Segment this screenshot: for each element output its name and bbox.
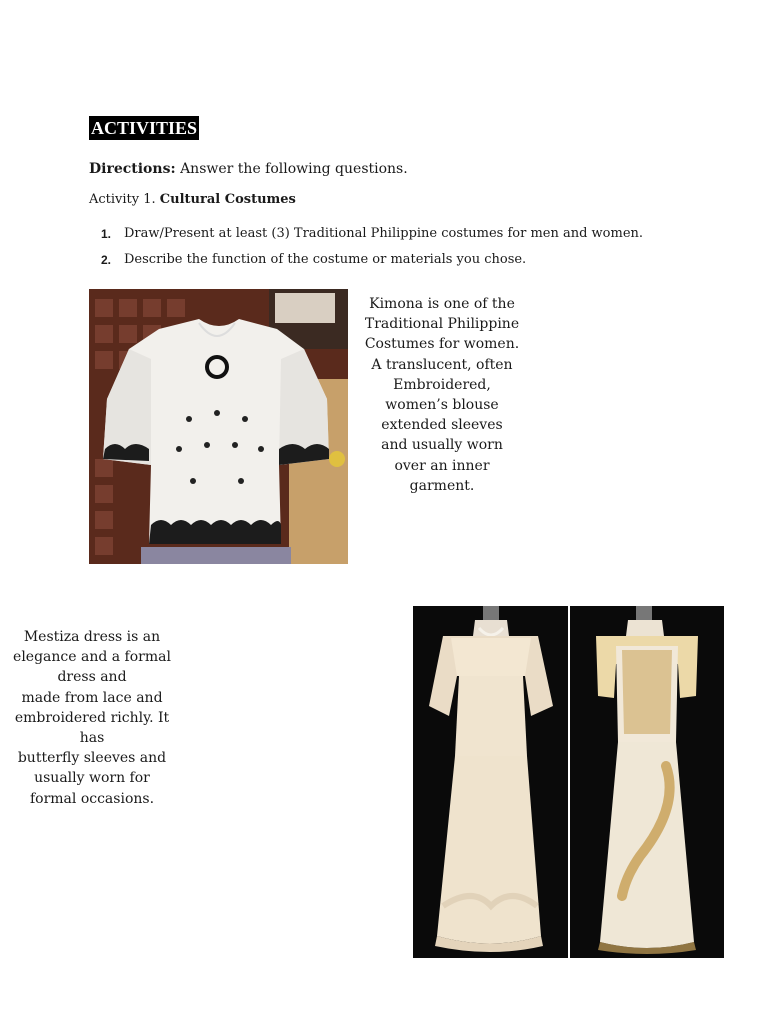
question-number: 2. bbox=[101, 253, 112, 267]
question-item bbox=[101, 224, 643, 250]
kimona-blouse-photo bbox=[89, 289, 348, 564]
mestiza-dress-photo-1 bbox=[413, 606, 568, 958]
question-text: Describe the function of the costume or materials you chose. bbox=[124, 252, 527, 267]
question-text: Draw/Present at least (3) Traditional Philippine costumes for men and women. bbox=[124, 226, 644, 241]
question-list bbox=[101, 224, 643, 276]
directions-text: Answer the following questions. bbox=[175, 161, 408, 177]
mestiza-dress-photo-2 bbox=[570, 606, 724, 958]
directions-label: Directions: bbox=[89, 161, 176, 177]
question-item bbox=[101, 250, 643, 276]
section-heading: ACTIVITIES bbox=[91, 118, 198, 138]
activity-title: Cultural Costumes bbox=[159, 192, 296, 207]
kimona-description: Kimona is one of the Traditional Philippine Costumes for women. A translucent, often Embroidered, women’s blouse extended sleeves and usually worn over an inner garment. bbox=[364, 296, 520, 494]
activity-title-line bbox=[89, 192, 296, 207]
question-number: 1. bbox=[101, 227, 112, 241]
mestiza-description: Mestiza dress is an elegance and a formal dress and made from lace and embroidered richly. It has butterfly sleeves and usually worn for formal occasions. bbox=[13, 629, 171, 807]
directions-line bbox=[89, 161, 408, 177]
activity-prefix: Activity 1. bbox=[89, 192, 160, 207]
